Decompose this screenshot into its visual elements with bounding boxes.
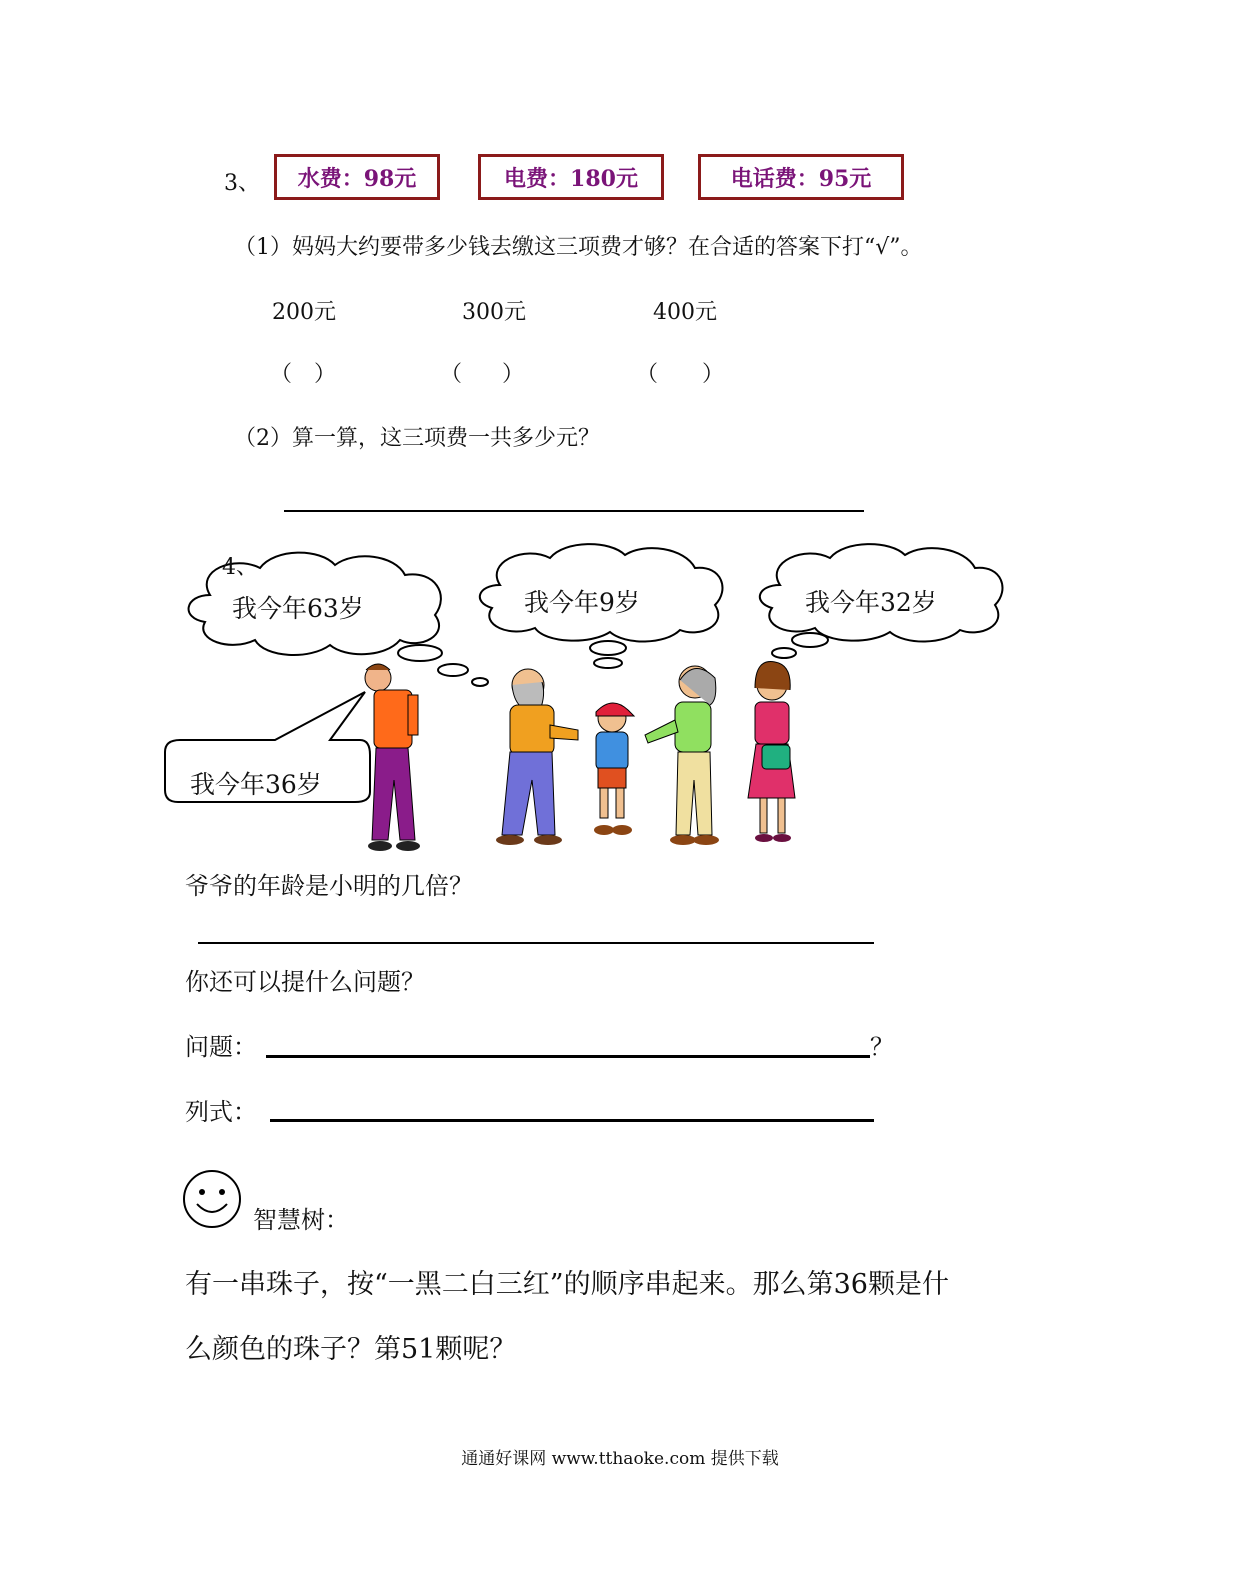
water-fee-label: 水费：98元 <box>297 165 417 192</box>
answer-line-q4-1[interactable] <box>198 942 874 944</box>
problem-input-line[interactable] <box>266 1055 870 1058</box>
paren-right: ） <box>502 362 525 387</box>
wisdom-line-1: 有一串珠子，按“一黑二白三红”的顺序串起来。那么第36颗是什 <box>185 1269 949 1300</box>
electricity-fee-label: 电费：180元 <box>504 165 638 192</box>
wisdom-title: 智慧树： <box>253 1206 349 1234</box>
answer-blank-300[interactable] <box>440 357 524 388</box>
formula-label: 列式： <box>185 1098 257 1126</box>
speech-text-grandpa: 我今年63岁 <box>232 594 364 623</box>
grandma-figure <box>645 666 719 845</box>
grandpa-figure <box>496 669 578 845</box>
page-footer: 通通好课网 www.tthaoke.com 提供下载 <box>461 1449 779 1469</box>
father-figure <box>365 664 420 851</box>
question-3-sub2: （2）算一算，这三项费一共多少元？ <box>234 426 600 451</box>
speech-text-mother: 我今年32岁 <box>805 588 937 617</box>
water-fee-box <box>274 154 440 200</box>
paren-right: ） <box>314 362 337 387</box>
mother-figure <box>748 662 795 842</box>
smiley-icon <box>181 1168 243 1230</box>
answer-line-q3[interactable] <box>284 510 864 512</box>
answer-blank-200[interactable] <box>270 357 336 388</box>
option-300: 300元 <box>462 300 526 325</box>
question-4-ask-1: 爷爷的年龄是小明的几倍？ <box>185 872 473 900</box>
question-4-number: 4、 <box>222 555 258 580</box>
wisdom-line-2: 么颜色的珠子？第51颗呢？ <box>185 1334 517 1365</box>
question-4-ask-2: 你还可以提什么问题？ <box>185 968 425 996</box>
phone-fee-box <box>698 154 904 200</box>
question-3-number: 3、 <box>224 171 260 196</box>
problem-end-mark: ？ <box>870 1033 894 1061</box>
phone-fee-label: 电话费：95元 <box>730 165 872 192</box>
answer-blank-400[interactable] <box>636 357 724 388</box>
option-400: 400元 <box>653 300 717 325</box>
option-200: 200元 <box>272 300 336 325</box>
paren-left: （ <box>270 362 293 387</box>
paren-right: ） <box>702 362 725 387</box>
speech-text-child: 我今年9岁 <box>524 588 640 617</box>
problem-label: 问题： <box>185 1033 257 1061</box>
paren-left: （ <box>636 362 659 387</box>
electricity-fee-box <box>478 154 664 200</box>
formula-input-line[interactable] <box>270 1119 874 1122</box>
question-3-sub1: （1）妈妈大约要带多少钱去缴这三项费才够？在合适的答案下打“√”。 <box>234 235 923 260</box>
paren-left: （ <box>440 362 463 387</box>
speech-text-father: 我今年36岁 <box>190 770 322 799</box>
child-figure <box>594 703 634 835</box>
